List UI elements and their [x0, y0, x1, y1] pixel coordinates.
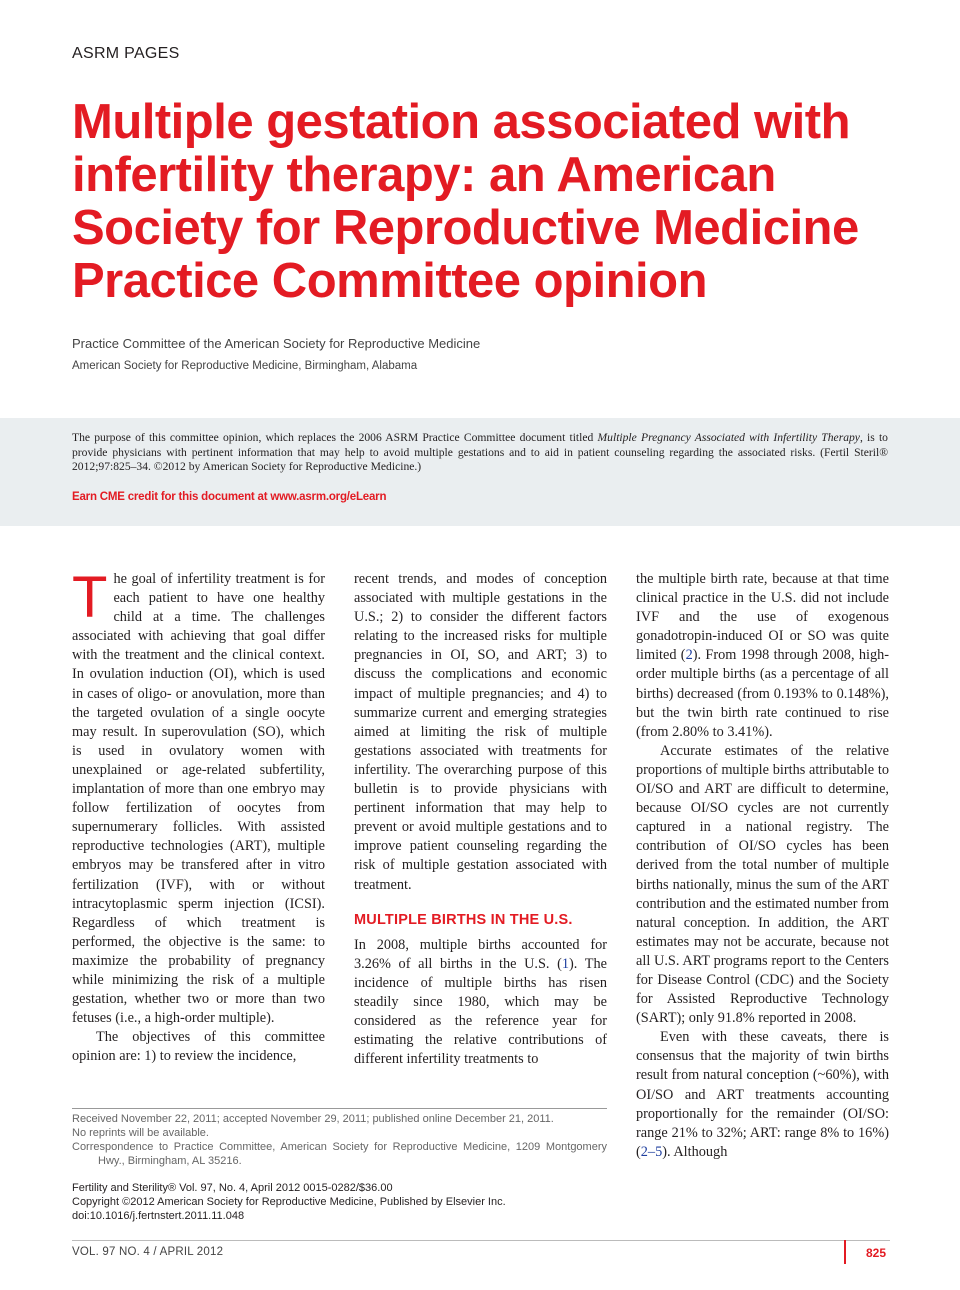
doi-label: doi: [72, 1210, 90, 1222]
article-title: Multiple gestation associated with infertility therapy: an American Society for Reproductive Medicine Practice Committee opinion [72, 95, 859, 308]
footer-issue: VOL. 97 NO. 4 / APRIL 2012 [72, 1246, 224, 1258]
cme-link[interactable]: Earn CME credit for this document at www.asrm.org/eLearn [72, 491, 387, 503]
authors: Practice Committee of the American Society for Reproductive Medicine [72, 336, 481, 351]
section-heading-multiple-births: MULTIPLE BIRTHS IN THE U.S. [354, 911, 573, 928]
body-column-1 [72, 565, 325, 1066]
col3-paragraph-1 [636, 570, 889, 742]
journal-citation: Fertility and Sterility® Vol. 97, No. 4, April 2012 0015-0282/$36.00 [72, 1182, 393, 1194]
reference-link[interactable]: 1 [561, 955, 570, 972]
reference-link[interactable]: 2–5 [640, 1143, 663, 1160]
abstract-text-post: , is to provide physicians with pertinent information that may help to avoid multiple gestations and to aid in patient counseling regarding the associated risks. (Fertil Steril® 2012;97:825–34. ©2012 by American Society for Reproductive Medicine.) [72, 431, 888, 474]
col2-p2-pre: In 2008, multiple births accounted for 3.26% of all births in the U.S. ( [354, 936, 607, 972]
doi-line [72, 1209, 607, 1223]
abstract-italic-title: Multiple Pregnancy Associated with Infertility Therapy [597, 431, 860, 444]
col3-p1-post: ). From 1998 through 2008, high-order multiple births (as a percentage of all births) decreased (from 0.193% to 0.148%), but the twin birth rate continued to rise (from 2.80% to 3.41%). [636, 647, 889, 740]
col1-paragraph-1: he goal of infertility treatment is for each patient to have one healthy child at a time. The challenges associated with achieving that goal differ with the treatment and the clinical context. In ovulation induction (OI), which is used in cases of oligo- or anovulation, more than the targeted ovulation of a single oocyte may result. In superovulation (SO), which is used in ovulatory women with unexplained or age-related subfertility, implantation of more than one embryo may follow fertilization of oocytes from supernumerary follicles. With assisted reproductive technologies (ART), multiple embryos may be transfered after in vitro fertilization (IVF), with or without intracytoplasmic sperm injection (ICSI). Regardless of which treatment is performed, the objective is the same: to maximize the probability of pregnancy while minimizing the risk of a multiple gestation, whether two or more than two fetuses (i.e., a high-order multiple). [72, 571, 325, 1027]
footer-divider [844, 1240, 846, 1264]
col3-p3-pre: Even with these caveats, there is consensus that the majority of twin births result from natural conception (~60%), with OI/SO and ART treatments accounting proportionally for the remainder (OI/SO: range 21% to 32%; ART: range 8% to 16%) ( [636, 1029, 889, 1160]
received-dates: Received November 22, 2011; accepted November 29, 2011; published online December 21, 2011. [72, 1113, 554, 1125]
correspondence: Correspondence to Practice Committee, American Society for Reproductive Medicine, 1209 Montgomery Hwy., Birmingham, AL 35216. [72, 1141, 607, 1167]
footnote-divider [72, 1108, 607, 1109]
doi-link[interactable]: 10.1016/j.fertnstert.2011.11.048 [89, 1210, 245, 1222]
reference-link[interactable]: 2 [685, 647, 693, 664]
affiliation: American Society for Reproductive Medicine, Birmingham, Alabama [72, 360, 418, 372]
journal-info [72, 1181, 607, 1223]
col1-paragraph-2: The objectives of this committee opinion are: 1) to review the incidence, [72, 1029, 325, 1065]
col2-paragraph-1: recent trends, and modes of conception associated with multiple gestations in the U.S.; 2) to consider the different factors relating to the increased risks for multiple pregnancies in OI, SO, and ART; 3) to discuss the complications and economic impact of multiple pregnancies; and 4) to summarize current and emerging strategies aimed at limiting the risk of multiple gestations associated with treatments for infertility. The overarching purpose of this bulletin is to provide physicians with pertinent information that may help to prevent or avoid multiple gestations and to improve patient counseling regarding the risk of multiple gestation associated with treatment. [354, 571, 607, 893]
page-number: 825 [866, 1246, 887, 1260]
abstract-text-pre: The purpose of this committee opinion, which replaces the 2006 ASRM Practice Committee document titled [72, 431, 598, 444]
copyright: Copyright ©2012 American Society for Reproductive Medicine, Published by Elsevier Inc. [72, 1196, 506, 1208]
drop-cap: T [72, 565, 108, 630]
body-column-3 [636, 570, 889, 1162]
footnotes [72, 1112, 607, 1168]
body-column-2 [354, 570, 607, 1069]
col3-p3-post: ). Although [662, 1143, 728, 1160]
section-label: ASRM PAGES [72, 45, 180, 62]
col3-p1-pre: the multiple birth rate, because at that time clinical practice in the U.S. did not include IVF and the use of exogenous gonadotropin-induced OI or SO was quite limited ( [636, 571, 889, 664]
col3-paragraph-2: Accurate estimates of the relative proportions of multiple births attributable to OI/SO and ART are difficult to determine, because OI/SO cycles are not currently captured in a national registry. The contribution of OI/SO cycles has been derived from the total number of multiple births nationally, minus the sum of the ART contribution and the estimated number from natural conception. In addition, the ART estimates may not be accurate, because not all U.S. ART programs report to the Centers for Disease Control (CDC) and the Society for Assisted Reproductive Technology (SART); only 91.8% reported in 2008. [636, 742, 889, 1027]
col2-paragraph-2 [354, 936, 607, 1070]
abstract [72, 431, 888, 475]
col3-paragraph-3 [636, 1028, 889, 1162]
reprints-note: No reprints will be available. [72, 1127, 209, 1139]
col2-p2-post: ). The incidence of multiple births has risen steadily since 1980, which may be considered as the reference year for estimating the relative contributions of different infertility treatments to [354, 955, 607, 1068]
footer-rule [72, 1240, 890, 1241]
